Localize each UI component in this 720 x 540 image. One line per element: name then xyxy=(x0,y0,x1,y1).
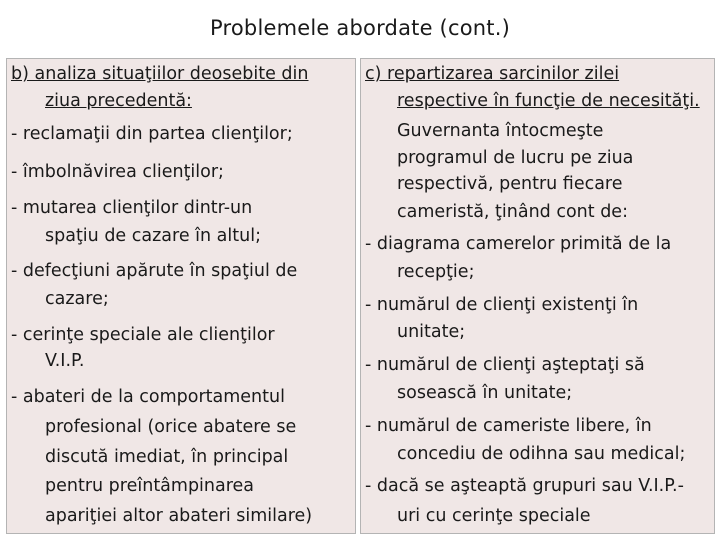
left-list-line: - îmbolnăvirea clienţilor; xyxy=(11,162,224,182)
right-text-line: programul de lucru pe ziua xyxy=(397,148,634,168)
right-heading-line-2: respective în funcţie de necesităţi. xyxy=(397,91,700,111)
right-list-line: recepţie; xyxy=(397,262,475,282)
left-list-line: discută imediat, în principal xyxy=(45,447,289,467)
right-text-box xyxy=(360,58,715,534)
left-heading-line-1: b) analiza situaţiilor deosebite din xyxy=(11,64,309,84)
left-list-line: profesional (orice abatere se xyxy=(45,417,297,437)
right-heading-line-1: c) repartizarea sarcinilor zilei xyxy=(365,64,620,84)
left-list-line: cazare; xyxy=(45,289,109,309)
right-list-line: uri cu cerinţe speciale xyxy=(397,506,591,526)
left-heading-line-2: ziua precedentă: xyxy=(45,91,192,111)
right-list-line: sosească în unitate; xyxy=(397,383,573,403)
slide-title: Problemele abordate (cont.) xyxy=(210,16,510,40)
left-list-line: - reclamaţii din partea clienţilor; xyxy=(11,124,293,144)
left-list-line: - mutarea clienţilor dintr-un xyxy=(11,198,253,218)
left-list-line: - defecţiuni apărute în spaţiul de xyxy=(11,261,298,281)
left-list-line: apariţiei altor abateri similare) xyxy=(45,506,313,526)
right-text-line: cameristă, ţinând cont de: xyxy=(397,202,628,222)
right-list-line: - dacă se aşteaptă grupuri sau V.I.P.- xyxy=(365,476,684,496)
right-list-line: unitate; xyxy=(397,322,466,342)
left-list-line: - abateri de la comportamentul xyxy=(11,387,285,407)
left-text-box xyxy=(6,58,356,534)
left-list-line: pentru preîntâmpinarea xyxy=(45,476,255,496)
left-list-line: V.I.P. xyxy=(45,351,85,371)
right-list-line: - numărul de clienţi aşteptaţi să xyxy=(365,355,645,375)
right-list-line: - diagrama camerelor primită de la xyxy=(365,234,672,254)
right-list-line: - numărul de clienţi existenţi în xyxy=(365,295,639,315)
left-list-line: - cerinţe speciale ale clienţilor xyxy=(11,325,275,345)
right-text-line: respectivă, pentru fiecare xyxy=(397,174,623,194)
right-text-line: Guvernanta întocmeşte xyxy=(397,121,604,141)
right-list-line: concediu de odihna sau medical; xyxy=(397,444,686,464)
right-list-line: - numărul de cameriste libere, în xyxy=(365,416,652,436)
left-list-line: spaţiu de cazare în altul; xyxy=(45,226,261,246)
